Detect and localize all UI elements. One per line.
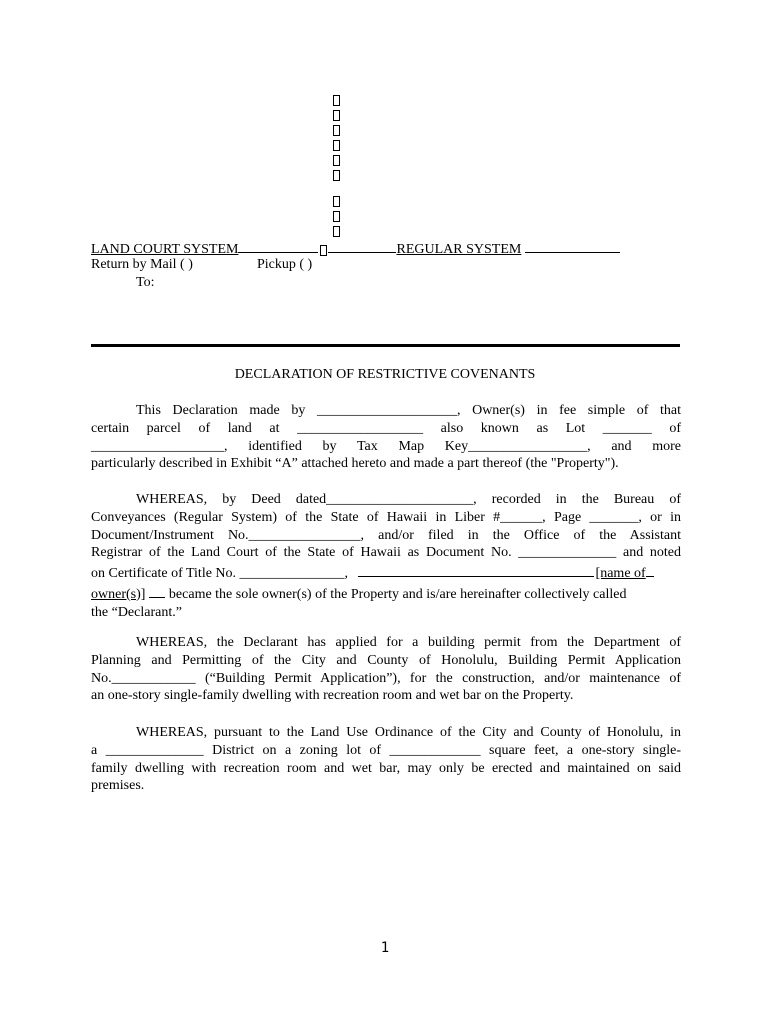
paragraph-declaration: [91, 402, 681, 473]
paragraph-line-certificate: [91, 562, 681, 583]
owner-name-blank: [358, 562, 594, 577]
paragraph-line: Registrar of the Land Court of the State of Hawaii as Document No. ______________ and noted: [91, 545, 681, 561]
placeholder-glyph: [318, 241, 328, 259]
paragraph-line: particularly described in Exhibit “A” attached hereto and made a part thereof (the "Property").: [91, 456, 619, 472]
paragraph-line: ___________________, identified by Tax Map Key_________________, and more: [91, 438, 681, 454]
regular-system-blank: [525, 238, 620, 253]
paragraph-line: WHEREAS, pursuant to the Land Use Ordinance of the City and County of Honolulu, in: [136, 725, 681, 740]
paragraph-line: the “Declarant.”: [91, 604, 182, 620]
owner-placeholder: owner(s)]: [91, 586, 146, 602]
divider-rule: [91, 344, 680, 347]
land-court-label: LAND COURT SYSTEM: [91, 242, 239, 257]
owner-gap-blank: [149, 583, 165, 598]
paragraph-line: No.____________ (“Building Permit Application”), for the construction, and/or maintenance of: [91, 670, 681, 686]
placeholder-glyph: [331, 137, 341, 152]
placeholder-glyph: [331, 92, 341, 107]
placeholder-glyph: [331, 208, 341, 223]
paragraph-line: premises.: [91, 778, 145, 794]
name-of-owner-placeholder: [name of: [595, 566, 646, 582]
regular-system-lead-blank: [328, 238, 396, 253]
paragraph-line: This Declaration made by ____________________, Owner(s) in fee simple of that: [136, 403, 681, 418]
paragraph-line: family dwelling with recreation room and wet bar, may only be erected and maintained on said: [91, 760, 681, 776]
paragraph-line: Document/Instrument No.________________, and/or filed in the Office of the Assistant: [91, 527, 681, 543]
placeholder-glyph: [331, 107, 341, 122]
paragraph-line-owner: [91, 583, 681, 604]
paragraph-line: WHEREAS, the Declarant has applied for a building permit from the Department of: [136, 635, 681, 650]
owner-name-trailing-blank: [646, 562, 654, 577]
land-court-blank: [238, 238, 318, 253]
paragraph-whereas-deed: [91, 491, 681, 622]
placeholder-glyph: [331, 167, 341, 182]
page-number: 1: [380, 940, 390, 956]
certificate-text: on Certificate of Title No. _______________,: [91, 566, 349, 582]
paragraph-line: WHEREAS, by Deed dated_____________________, recorded in the Bureau of: [136, 492, 681, 507]
paragraph-whereas-ordinance: [91, 724, 681, 795]
became-owner-text: became the sole owner(s) of the Property and is/are hereinafter collectively called: [168, 586, 627, 602]
pickup: Pickup ( ): [257, 257, 313, 272]
to-label: To:: [136, 275, 155, 290]
paragraph-line: certain parcel of land at __________________ also known as Lot _______ of: [91, 420, 681, 436]
paragraph-whereas-permit: [91, 634, 681, 705]
placeholder-glyph: [331, 152, 341, 167]
placeholder-glyph: [331, 193, 341, 208]
paragraph-line: an one-story single-family dwelling with recreation room and wet bar on the Property.: [91, 688, 574, 704]
placeholder-glyph-column-top: [331, 92, 341, 182]
placeholder-glyph: [331, 122, 341, 137]
return-by-mail: Return by Mail ( ): [91, 257, 193, 272]
placeholder-glyph-column-bottom: [331, 193, 341, 238]
paragraph-line: Planning and Permitting of the City and County of Honolulu, Building Permit Application: [91, 652, 681, 668]
paragraph-line: a ______________ District on a zoning lot of _____________ square feet, a one-story single-: [91, 742, 681, 758]
paragraph-line: Conveyances (Regular System) of the State of Hawaii in Liber #______, Page _______, or in: [91, 509, 681, 525]
regular-system-label: REGULAR SYSTEM: [396, 242, 522, 257]
placeholder-glyph: [331, 223, 341, 238]
document-title: DECLARATION OF RESTRICTIVE COVENANTS: [234, 367, 536, 382]
